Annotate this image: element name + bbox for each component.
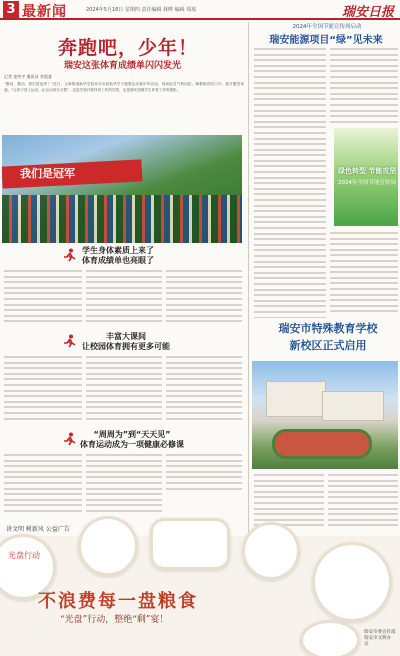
article-byline: 记者 金传宇 通讯员 李凯睿 — [4, 74, 52, 79]
section-number: 3 — [3, 1, 19, 18]
poster-subline: 2024年全国节能宣传周 — [338, 180, 396, 186]
right-article-kicker: 2024年全国节能宣传周启动 — [292, 24, 362, 30]
school-field — [272, 429, 372, 459]
text-block — [4, 270, 82, 330]
plate — [150, 518, 230, 570]
plate — [78, 516, 138, 576]
text-block — [4, 454, 82, 518]
school-building — [266, 381, 326, 417]
running-icon — [62, 432, 76, 446]
text-block — [330, 48, 398, 124]
text-block — [166, 270, 242, 330]
text-block — [330, 232, 398, 318]
poster-credit: 瑞安市委宣传部 瑞安市文明办 宣 — [364, 630, 396, 647]
article-subtitle: 瑞安这张体育成绩单闪闪发光 — [64, 61, 182, 71]
section-heading-1: 学生身体素质上来了 体育成绩单也亮眼了 — [82, 246, 154, 265]
school-photo — [252, 361, 398, 469]
text-block — [86, 356, 162, 426]
text-block — [86, 454, 162, 518]
poster-small-title: 光盘行动 — [8, 551, 40, 560]
right-article-title: 瑞安能源项目“绿”见未来 — [269, 35, 383, 46]
poster-headline: 绿色转型 节能攻坚 — [338, 167, 397, 175]
column-divider — [248, 22, 249, 532]
page-header — [0, 0, 400, 20]
text-block — [166, 454, 242, 494]
energy-saving-poster — [334, 128, 398, 226]
text-block — [86, 270, 162, 330]
poster-headline-main: 不浪费每一盘粮食 — [38, 591, 198, 612]
running-icon — [62, 248, 76, 262]
photo-crowd — [2, 195, 242, 243]
text-block — [4, 356, 82, 426]
section-heading-3: “周周为”到“天天见” 体育运动成为一项健康必修课 — [80, 430, 184, 449]
poster-slogan: “光盘”行动，整绝“剩”宴！ — [60, 615, 169, 625]
text-block — [328, 474, 398, 532]
section-heading-2: 丰富大课间 让校园体育拥有更多可能 — [82, 332, 170, 351]
article-lead: “霸凶，霸凶，我们是冠军！”近日，玉海街道新华学校举办首届新华学子健康运动嘉年华活动，现场队员气势如虹，喊着响亮的口号，展开激烈角逐。“让孩子爱上运动，让运动成为习惯”，这是学校开展体育工作的初衷，也是瑞安加强学生体育工作的缩影。 — [4, 82, 244, 92]
article-photo — [2, 135, 242, 243]
text-block — [254, 48, 326, 318]
school-building — [322, 391, 384, 421]
plate — [242, 522, 300, 580]
right-article-2-title: 瑞安市特殊教育学校 新校区正式启用 — [278, 322, 378, 352]
text-block — [166, 356, 242, 426]
section-title: 最新闻 — [22, 4, 67, 20]
running-icon — [62, 334, 76, 348]
date-line: 2024年5月16日 星期四 责任编辑 林晔 编辑 周瑶 — [86, 7, 197, 13]
article-title: 奔跑吧，少年！ — [58, 37, 199, 59]
plate — [300, 620, 360, 656]
newspaper-logo: 瑞安日报 — [341, 5, 394, 20]
photo-banner-text: 我们是冠军 — [20, 167, 75, 180]
ad-label: 讲文明 树新风 公益广告 — [6, 526, 70, 533]
plate — [312, 542, 392, 622]
